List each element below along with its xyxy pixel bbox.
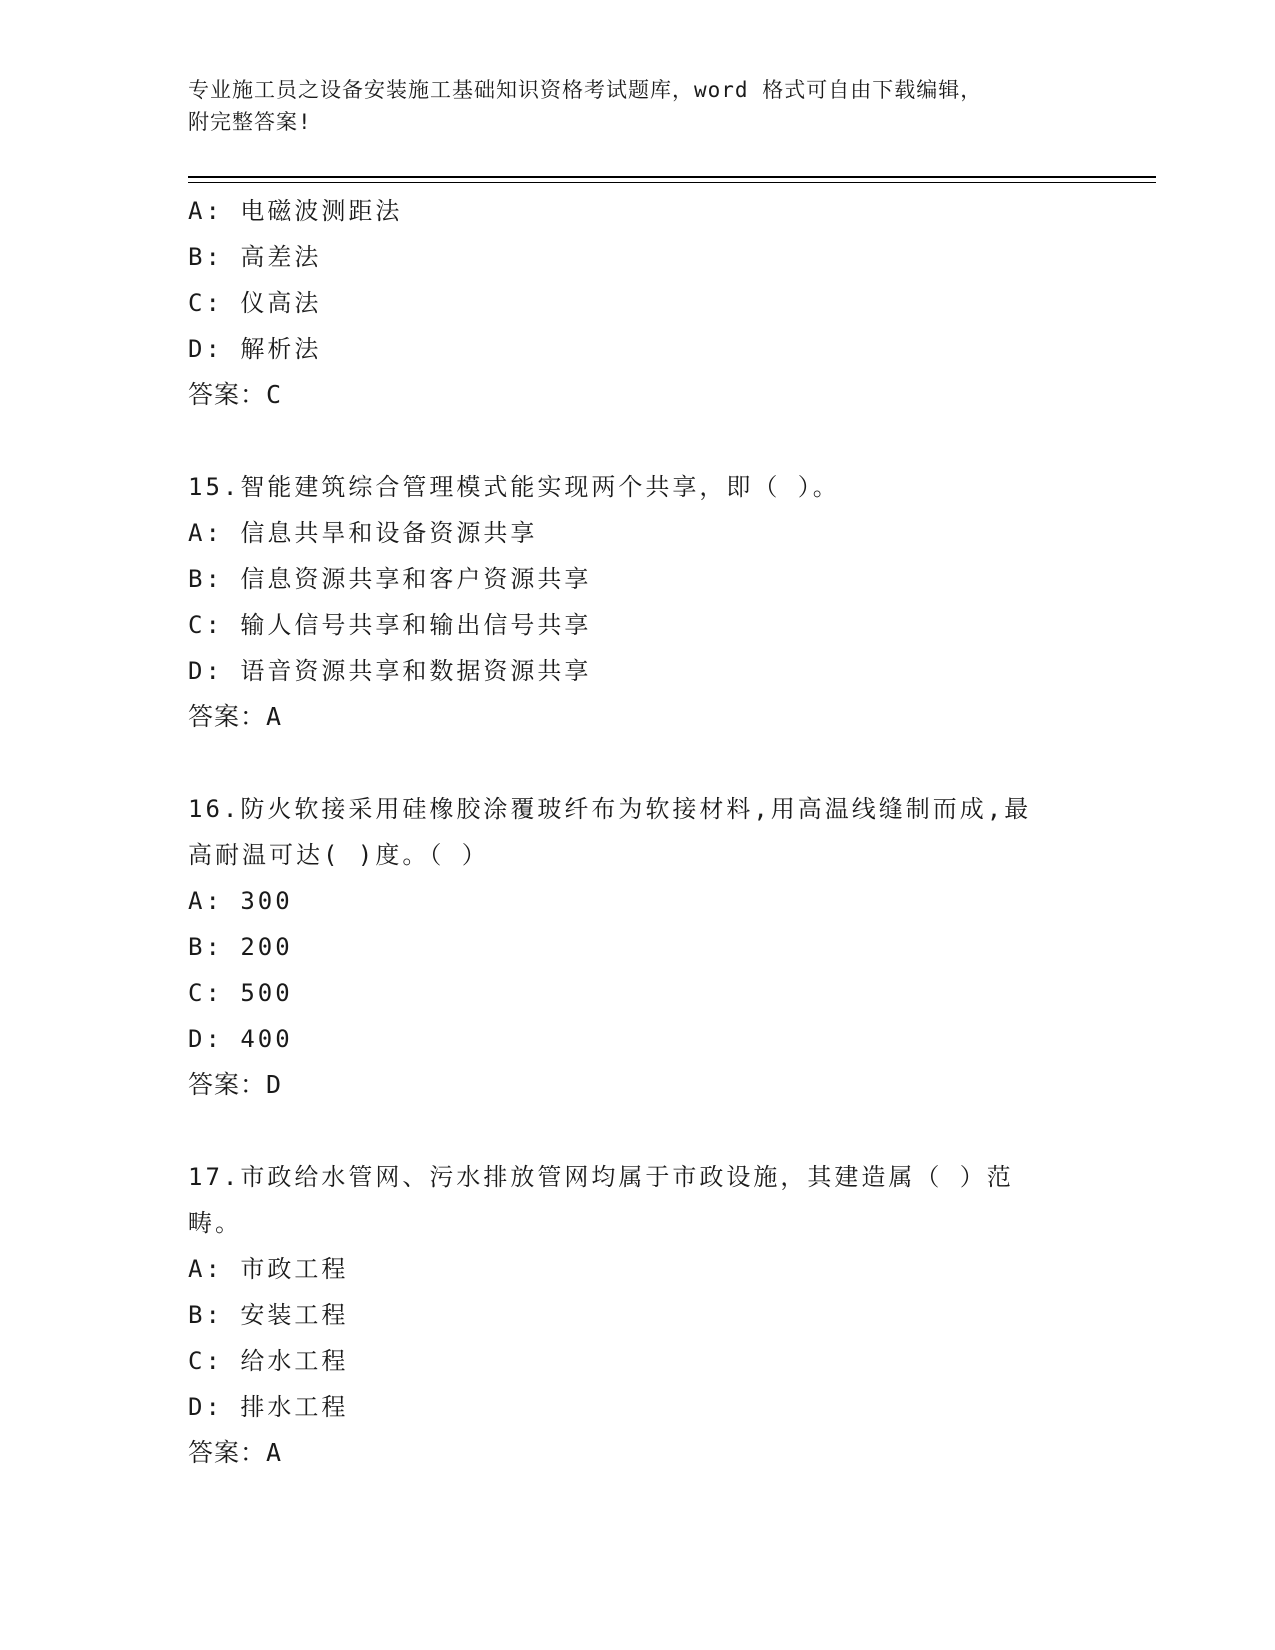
answer-line — [188, 372, 1088, 418]
header-line-2: 附完整答案! — [188, 110, 312, 134]
question-text: 15.智能建筑综合管理模式能实现两个共享，即（ ）。 — [188, 473, 840, 501]
option-c: C: 给水工程 — [188, 1347, 349, 1375]
answer-label: 答案： — [188, 1070, 267, 1099]
option-b: B: 高差法 — [188, 243, 322, 271]
question-text-line-1: 17.市政给水管网、污水排放管网均属于市政设施，其建造属（ ）范 — [188, 1163, 1014, 1191]
document-header — [188, 74, 1088, 138]
answer-label: 答案： — [188, 380, 267, 409]
header-divider-thick — [188, 176, 1156, 178]
answer-line — [188, 694, 1088, 740]
option-b: B: 200 — [188, 933, 293, 961]
option-b: B: 信息资源共享和客户资源共享 — [188, 565, 592, 593]
answer-value: C — [266, 380, 283, 409]
question-list — [188, 188, 1088, 1476]
answer-line — [188, 1430, 1088, 1476]
option-d: D: 400 — [188, 1025, 293, 1053]
question-16 — [188, 786, 1088, 1108]
option-c: C: 仪高法 — [188, 289, 322, 317]
option-a: A: 市政工程 — [188, 1255, 349, 1283]
question-text-line-2: 高耐温可达( )度。（ ） — [188, 841, 489, 869]
question-text-line-2: 畴。 — [188, 1209, 242, 1237]
option-d: D: 解析法 — [188, 335, 322, 363]
question-text-line-1: 16.防火软接采用硅橡胶涂覆玻纤布为软接材料,用高温线缝制而成,最 — [188, 795, 1032, 823]
header-divider-thin — [188, 182, 1156, 183]
question-15 — [188, 464, 1088, 740]
option-a: A: 电磁波测距法 — [188, 197, 403, 225]
answer-value: D — [266, 1070, 283, 1099]
answer-label: 答案： — [188, 702, 267, 731]
option-c: C: 500 — [188, 979, 293, 1007]
option-a: A: 300 — [188, 887, 293, 915]
header-line-1: 专业施工员之设备安装施工基础知识资格考试题库，word 格式可自由下载编辑， — [188, 78, 983, 102]
option-d: D: 排水工程 — [188, 1393, 349, 1421]
option-b: B: 安装工程 — [188, 1301, 349, 1329]
answer-line — [188, 1062, 1088, 1108]
option-a: A: 信息共旱和设备资源共享 — [188, 519, 538, 547]
question-17 — [188, 1154, 1088, 1476]
question-14 — [188, 188, 1088, 418]
option-c: C: 输人信号共享和输出信号共享 — [188, 611, 592, 639]
option-d: D: 语音资源共享和数据资源共享 — [188, 657, 592, 685]
answer-value: A — [266, 702, 283, 731]
answer-value: A — [266, 1438, 283, 1467]
answer-label: 答案： — [188, 1438, 267, 1467]
